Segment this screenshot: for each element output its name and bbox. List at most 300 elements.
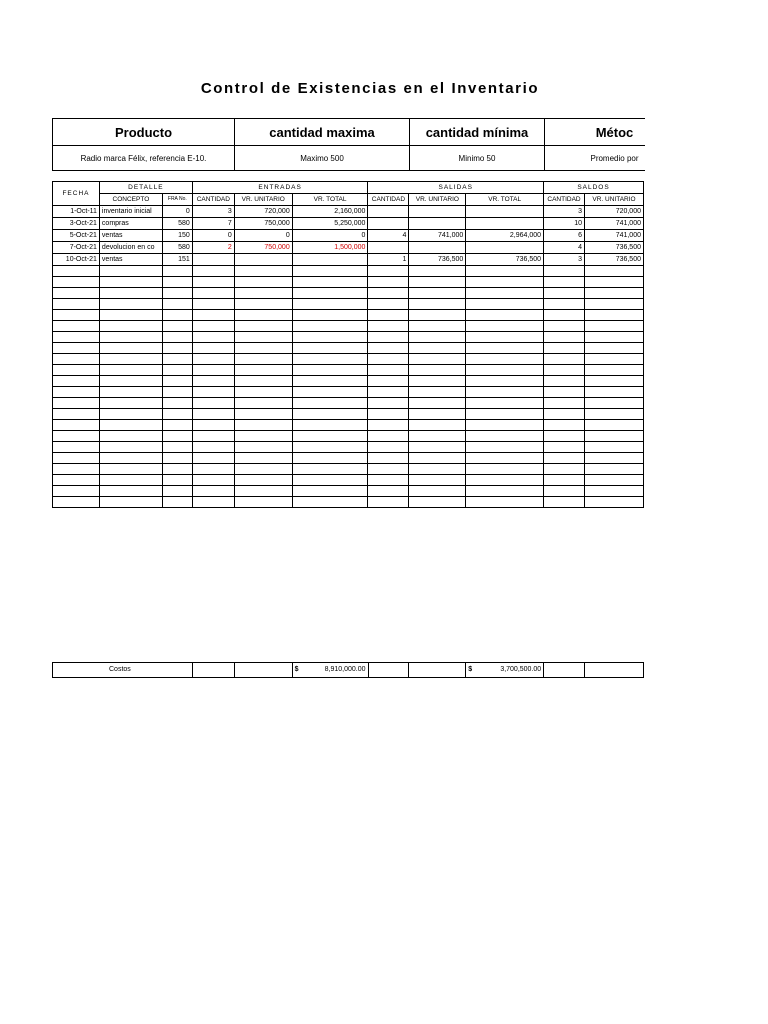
costs-cell[interactable]	[234, 663, 292, 678]
empty-cell[interactable]	[53, 288, 100, 299]
empty-cell[interactable]	[585, 321, 644, 332]
salidas-cantidad-cell[interactable]: 1	[368, 254, 409, 266]
date-cell[interactable]: 1-Oct-11	[53, 206, 100, 218]
empty-cell[interactable]	[53, 475, 100, 486]
empty-cell[interactable]	[585, 475, 644, 486]
salidas-total-cell[interactable]: 2,964,000	[466, 230, 544, 242]
empty-cell[interactable]	[544, 354, 585, 365]
empty-cell[interactable]	[466, 486, 544, 497]
empty-cell[interactable]	[585, 365, 644, 376]
min-quantity-value[interactable]: Minimo 50	[410, 146, 545, 171]
salidas-unitario-cell[interactable]	[409, 242, 466, 254]
empty-cell[interactable]	[234, 343, 292, 354]
empty-cell[interactable]	[409, 321, 466, 332]
empty-cell[interactable]	[192, 277, 234, 288]
empty-cell[interactable]	[99, 431, 162, 442]
empty-cell[interactable]	[466, 354, 544, 365]
empty-cell[interactable]	[234, 486, 292, 497]
empty-cell[interactable]	[368, 321, 409, 332]
empty-cell[interactable]	[544, 464, 585, 475]
empty-cell[interactable]	[99, 266, 162, 277]
empty-cell[interactable]	[409, 409, 466, 420]
empty-cell[interactable]	[162, 376, 192, 387]
empty-cell[interactable]	[234, 431, 292, 442]
empty-cell[interactable]	[99, 409, 162, 420]
entradas-cantidad-cell[interactable]: 3	[192, 206, 234, 218]
saldos-unitario-cell[interactable]: 736,500	[585, 254, 644, 266]
empty-cell[interactable]	[409, 486, 466, 497]
empty-cell[interactable]	[192, 409, 234, 420]
costs-cell[interactable]	[544, 663, 585, 678]
date-cell[interactable]: 5-Oct-21	[53, 230, 100, 242]
empty-cell[interactable]	[466, 332, 544, 343]
empty-cell[interactable]	[585, 409, 644, 420]
empty-cell[interactable]	[99, 442, 162, 453]
empty-cell[interactable]	[292, 288, 368, 299]
empty-cell[interactable]	[99, 288, 162, 299]
empty-cell[interactable]	[53, 420, 100, 431]
salidas-unitario-cell[interactable]	[409, 206, 466, 218]
entradas-cantidad-cell[interactable]: 0	[192, 230, 234, 242]
empty-cell[interactable]	[162, 387, 192, 398]
empty-cell[interactable]	[292, 354, 368, 365]
entradas-unitario-cell[interactable]: 0	[234, 230, 292, 242]
entradas-total-cell[interactable]: 1,500,000	[292, 242, 368, 254]
empty-cell[interactable]	[162, 310, 192, 321]
empty-cell[interactable]	[409, 387, 466, 398]
empty-cell[interactable]	[162, 475, 192, 486]
salidas-unitario-cell[interactable]	[409, 218, 466, 230]
empty-cell[interactable]	[99, 486, 162, 497]
empty-cell[interactable]	[53, 365, 100, 376]
costs-cell[interactable]	[409, 663, 466, 678]
empty-cell[interactable]	[53, 332, 100, 343]
empty-cell[interactable]	[234, 409, 292, 420]
empty-cell[interactable]	[368, 288, 409, 299]
empty-cell[interactable]	[99, 365, 162, 376]
empty-cell[interactable]	[466, 277, 544, 288]
empty-cell[interactable]	[292, 475, 368, 486]
empty-cell[interactable]	[53, 387, 100, 398]
empty-cell[interactable]	[192, 288, 234, 299]
empty-cell[interactable]	[466, 288, 544, 299]
entradas-unitario-cell[interactable]	[234, 254, 292, 266]
empty-cell[interactable]	[162, 332, 192, 343]
empty-cell[interactable]	[162, 398, 192, 409]
empty-cell[interactable]	[192, 376, 234, 387]
empty-cell[interactable]	[192, 453, 234, 464]
salidas-total-cell[interactable]: 736,500	[466, 254, 544, 266]
empty-cell[interactable]	[162, 409, 192, 420]
empty-cell[interactable]	[368, 398, 409, 409]
concepto-cell[interactable]: ventas	[99, 230, 162, 242]
empty-cell[interactable]	[192, 332, 234, 343]
empty-cell[interactable]	[99, 321, 162, 332]
entradas-total-cell[interactable]	[292, 254, 368, 266]
empty-cell[interactable]	[544, 266, 585, 277]
empty-cell[interactable]	[53, 321, 100, 332]
salidas-cantidad-cell[interactable]: 4	[368, 230, 409, 242]
empty-cell[interactable]	[192, 299, 234, 310]
concepto-cell[interactable]: devolucion en co	[99, 242, 162, 254]
salidas-cantidad-cell[interactable]	[368, 218, 409, 230]
fra-cell[interactable]: 580	[162, 218, 192, 230]
method-value[interactable]: Promedio por	[545, 146, 645, 171]
empty-cell[interactable]	[544, 475, 585, 486]
empty-cell[interactable]	[234, 398, 292, 409]
salidas-total-cell[interactable]	[466, 218, 544, 230]
date-cell[interactable]: 10-Oct-21	[53, 254, 100, 266]
empty-cell[interactable]	[585, 398, 644, 409]
entradas-cantidad-cell[interactable]: 2	[192, 242, 234, 254]
entradas-cantidad-cell[interactable]	[192, 254, 234, 266]
empty-cell[interactable]	[234, 288, 292, 299]
empty-cell[interactable]	[192, 321, 234, 332]
date-cell[interactable]: 3-Oct-21	[53, 218, 100, 230]
max-quantity-value[interactable]: Maximo 500	[235, 146, 410, 171]
empty-cell[interactable]	[234, 310, 292, 321]
empty-cell[interactable]	[162, 365, 192, 376]
empty-cell[interactable]	[409, 453, 466, 464]
salidas-cantidad-cell[interactable]	[368, 242, 409, 254]
empty-cell[interactable]	[53, 497, 100, 508]
empty-cell[interactable]	[234, 332, 292, 343]
empty-cell[interactable]	[368, 376, 409, 387]
empty-cell[interactable]	[368, 299, 409, 310]
empty-cell[interactable]	[368, 453, 409, 464]
empty-cell[interactable]	[585, 310, 644, 321]
empty-cell[interactable]	[368, 266, 409, 277]
empty-cell[interactable]	[368, 365, 409, 376]
empty-cell[interactable]	[53, 442, 100, 453]
empty-cell[interactable]	[544, 420, 585, 431]
entradas-total-cell[interactable]: 0	[292, 230, 368, 242]
empty-cell[interactable]	[409, 376, 466, 387]
empty-cell[interactable]	[585, 343, 644, 354]
empty-cell[interactable]	[409, 442, 466, 453]
empty-cell[interactable]	[234, 354, 292, 365]
entradas-costs-total[interactable]	[292, 663, 368, 678]
fra-cell[interactable]: 580	[162, 242, 192, 254]
empty-cell[interactable]	[234, 475, 292, 486]
fra-cell[interactable]: 0	[162, 206, 192, 218]
empty-cell[interactable]	[292, 299, 368, 310]
empty-cell[interactable]	[162, 321, 192, 332]
empty-cell[interactable]	[99, 398, 162, 409]
empty-cell[interactable]	[409, 420, 466, 431]
empty-cell[interactable]	[234, 453, 292, 464]
fra-cell[interactable]: 151	[162, 254, 192, 266]
saldos-cantidad-cell[interactable]: 6	[544, 230, 585, 242]
saldos-unitario-cell[interactable]: 736,500	[585, 242, 644, 254]
empty-cell[interactable]	[162, 453, 192, 464]
entradas-total-cell[interactable]: 2,160,000	[292, 206, 368, 218]
empty-cell[interactable]	[409, 343, 466, 354]
empty-cell[interactable]	[162, 288, 192, 299]
empty-cell[interactable]	[466, 343, 544, 354]
empty-cell[interactable]	[544, 376, 585, 387]
empty-cell[interactable]	[409, 497, 466, 508]
empty-cell[interactable]	[544, 310, 585, 321]
empty-cell[interactable]	[466, 420, 544, 431]
empty-cell[interactable]	[585, 277, 644, 288]
empty-cell[interactable]	[292, 332, 368, 343]
empty-cell[interactable]	[544, 387, 585, 398]
empty-cell[interactable]	[544, 497, 585, 508]
concepto-cell[interactable]: ventas	[99, 254, 162, 266]
empty-cell[interactable]	[53, 266, 100, 277]
empty-cell[interactable]	[368, 354, 409, 365]
empty-cell[interactable]	[99, 420, 162, 431]
empty-cell[interactable]	[585, 486, 644, 497]
concepto-cell[interactable]: inventario inicial	[99, 206, 162, 218]
empty-cell[interactable]	[292, 398, 368, 409]
empty-cell[interactable]	[234, 387, 292, 398]
entradas-unitario-cell[interactable]: 720,000	[234, 206, 292, 218]
empty-cell[interactable]	[99, 343, 162, 354]
empty-cell[interactable]	[409, 431, 466, 442]
empty-cell[interactable]	[466, 398, 544, 409]
empty-cell[interactable]	[368, 431, 409, 442]
costs-cell[interactable]	[585, 663, 644, 678]
empty-cell[interactable]	[162, 343, 192, 354]
empty-cell[interactable]	[409, 365, 466, 376]
empty-cell[interactable]	[234, 299, 292, 310]
empty-cell[interactable]	[292, 442, 368, 453]
empty-cell[interactable]	[409, 310, 466, 321]
empty-cell[interactable]	[162, 266, 192, 277]
empty-cell[interactable]	[99, 354, 162, 365]
entradas-unitario-cell[interactable]: 750,000	[234, 242, 292, 254]
empty-cell[interactable]	[585, 332, 644, 343]
empty-cell[interactable]	[53, 431, 100, 442]
empty-cell[interactable]	[544, 409, 585, 420]
empty-cell[interactable]	[544, 431, 585, 442]
empty-cell[interactable]	[585, 431, 644, 442]
empty-cell[interactable]	[544, 365, 585, 376]
empty-cell[interactable]	[409, 332, 466, 343]
salidas-total-cell[interactable]	[466, 242, 544, 254]
empty-cell[interactable]	[368, 442, 409, 453]
empty-cell[interactable]	[192, 464, 234, 475]
empty-cell[interactable]	[192, 310, 234, 321]
empty-cell[interactable]	[544, 321, 585, 332]
empty-cell[interactable]	[99, 475, 162, 486]
empty-cell[interactable]	[192, 475, 234, 486]
empty-cell[interactable]	[99, 387, 162, 398]
empty-cell[interactable]	[53, 453, 100, 464]
empty-cell[interactable]	[234, 321, 292, 332]
empty-cell[interactable]	[585, 354, 644, 365]
empty-cell[interactable]	[99, 464, 162, 475]
empty-cell[interactable]	[466, 310, 544, 321]
empty-cell[interactable]	[162, 497, 192, 508]
empty-cell[interactable]	[234, 442, 292, 453]
salidas-total-cell[interactable]	[466, 206, 544, 218]
empty-cell[interactable]	[409, 398, 466, 409]
saldos-cantidad-cell[interactable]: 3	[544, 206, 585, 218]
empty-cell[interactable]	[585, 288, 644, 299]
empty-cell[interactable]	[368, 409, 409, 420]
empty-cell[interactable]	[292, 387, 368, 398]
empty-cell[interactable]	[368, 343, 409, 354]
empty-cell[interactable]	[99, 376, 162, 387]
empty-cell[interactable]	[544, 486, 585, 497]
salidas-unitario-cell[interactable]: 741,000	[409, 230, 466, 242]
empty-cell[interactable]	[409, 354, 466, 365]
empty-cell[interactable]	[192, 365, 234, 376]
empty-cell[interactable]	[585, 442, 644, 453]
saldos-unitario-cell[interactable]: 741,000	[585, 218, 644, 230]
empty-cell[interactable]	[162, 277, 192, 288]
saldos-cantidad-cell[interactable]: 4	[544, 242, 585, 254]
empty-cell[interactable]	[409, 475, 466, 486]
product-value[interactable]: Radio marca Félix, referencia E-10.	[53, 146, 235, 171]
empty-cell[interactable]	[192, 497, 234, 508]
empty-cell[interactable]	[99, 277, 162, 288]
entradas-unitario-cell[interactable]: 750,000	[234, 218, 292, 230]
empty-cell[interactable]	[162, 486, 192, 497]
empty-cell[interactable]	[585, 453, 644, 464]
saldos-unitario-cell[interactable]: 720,000	[585, 206, 644, 218]
saldos-unitario-cell[interactable]: 741,000	[585, 230, 644, 242]
empty-cell[interactable]	[585, 420, 644, 431]
saldos-cantidad-cell[interactable]: 10	[544, 218, 585, 230]
empty-cell[interactable]	[292, 321, 368, 332]
empty-cell[interactable]	[53, 376, 100, 387]
empty-cell[interactable]	[99, 299, 162, 310]
salidas-cantidad-cell[interactable]	[368, 206, 409, 218]
empty-cell[interactable]	[544, 277, 585, 288]
empty-cell[interactable]	[466, 376, 544, 387]
empty-cell[interactable]	[192, 442, 234, 453]
empty-cell[interactable]	[368, 277, 409, 288]
empty-cell[interactable]	[192, 486, 234, 497]
empty-cell[interactable]	[234, 365, 292, 376]
empty-cell[interactable]	[99, 497, 162, 508]
empty-cell[interactable]	[99, 310, 162, 321]
empty-cell[interactable]	[192, 387, 234, 398]
empty-cell[interactable]	[162, 299, 192, 310]
empty-cell[interactable]	[99, 332, 162, 343]
costs-cell[interactable]	[192, 663, 234, 678]
empty-cell[interactable]	[544, 288, 585, 299]
empty-cell[interactable]	[409, 464, 466, 475]
empty-cell[interactable]	[544, 343, 585, 354]
empty-cell[interactable]	[234, 420, 292, 431]
empty-cell[interactable]	[466, 266, 544, 277]
empty-cell[interactable]	[53, 354, 100, 365]
empty-cell[interactable]	[234, 277, 292, 288]
empty-cell[interactable]	[192, 354, 234, 365]
empty-cell[interactable]	[99, 453, 162, 464]
empty-cell[interactable]	[292, 464, 368, 475]
empty-cell[interactable]	[292, 497, 368, 508]
empty-cell[interactable]	[409, 288, 466, 299]
empty-cell[interactable]	[162, 431, 192, 442]
empty-cell[interactable]	[292, 266, 368, 277]
empty-cell[interactable]	[292, 376, 368, 387]
empty-cell[interactable]	[234, 376, 292, 387]
empty-cell[interactable]	[544, 442, 585, 453]
empty-cell[interactable]	[544, 398, 585, 409]
empty-cell[interactable]	[368, 332, 409, 343]
empty-cell[interactable]	[292, 365, 368, 376]
empty-cell[interactable]	[466, 365, 544, 376]
empty-cell[interactable]	[192, 398, 234, 409]
empty-cell[interactable]	[466, 409, 544, 420]
empty-cell[interactable]	[409, 266, 466, 277]
salidas-unitario-cell[interactable]: 736,500	[409, 254, 466, 266]
saldos-cantidad-cell[interactable]: 3	[544, 254, 585, 266]
empty-cell[interactable]	[585, 299, 644, 310]
empty-cell[interactable]	[544, 299, 585, 310]
empty-cell[interactable]	[53, 299, 100, 310]
empty-cell[interactable]	[368, 486, 409, 497]
empty-cell[interactable]	[466, 299, 544, 310]
empty-cell[interactable]	[234, 464, 292, 475]
date-cell[interactable]: 7-Oct-21	[53, 242, 100, 254]
empty-cell[interactable]	[585, 266, 644, 277]
empty-cell[interactable]	[53, 398, 100, 409]
empty-cell[interactable]	[162, 420, 192, 431]
empty-cell[interactable]	[192, 431, 234, 442]
empty-cell[interactable]	[292, 277, 368, 288]
empty-cell[interactable]	[192, 420, 234, 431]
empty-cell[interactable]	[53, 343, 100, 354]
empty-cell[interactable]	[466, 497, 544, 508]
fra-cell[interactable]: 150	[162, 230, 192, 242]
empty-cell[interactable]	[234, 266, 292, 277]
empty-cell[interactable]	[544, 332, 585, 343]
empty-cell[interactable]	[585, 376, 644, 387]
empty-cell[interactable]	[292, 431, 368, 442]
empty-cell[interactable]	[53, 486, 100, 497]
empty-cell[interactable]	[234, 497, 292, 508]
empty-cell[interactable]	[409, 277, 466, 288]
empty-cell[interactable]	[466, 387, 544, 398]
empty-cell[interactable]	[368, 497, 409, 508]
empty-cell[interactable]	[585, 497, 644, 508]
empty-cell[interactable]	[53, 409, 100, 420]
empty-cell[interactable]	[292, 453, 368, 464]
empty-cell[interactable]	[368, 464, 409, 475]
empty-cell[interactable]	[544, 453, 585, 464]
empty-cell[interactable]	[368, 420, 409, 431]
empty-cell[interactable]	[585, 464, 644, 475]
empty-cell[interactable]	[53, 464, 100, 475]
empty-cell[interactable]	[162, 442, 192, 453]
empty-cell[interactable]	[368, 310, 409, 321]
empty-cell[interactable]	[466, 475, 544, 486]
empty-cell[interactable]	[292, 343, 368, 354]
costs-cell[interactable]	[368, 663, 409, 678]
empty-cell[interactable]	[466, 442, 544, 453]
empty-cell[interactable]	[466, 464, 544, 475]
empty-cell[interactable]	[192, 266, 234, 277]
empty-cell[interactable]	[292, 486, 368, 497]
empty-cell[interactable]	[192, 343, 234, 354]
empty-cell[interactable]	[162, 354, 192, 365]
empty-cell[interactable]	[585, 387, 644, 398]
empty-cell[interactable]	[409, 299, 466, 310]
empty-cell[interactable]	[292, 420, 368, 431]
empty-cell[interactable]	[466, 431, 544, 442]
entradas-cantidad-cell[interactable]: 7	[192, 218, 234, 230]
empty-cell[interactable]	[53, 310, 100, 321]
concepto-cell[interactable]: compras	[99, 218, 162, 230]
salidas-costs-total[interactable]	[466, 663, 544, 678]
